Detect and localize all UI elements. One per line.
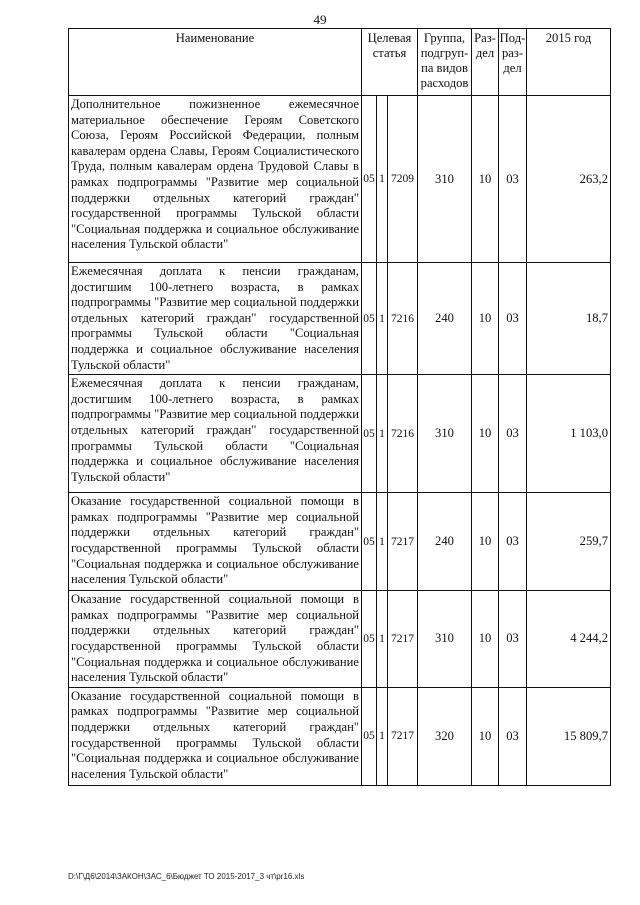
target-code-part1: 05 xyxy=(362,591,377,688)
budget-table xyxy=(68,28,611,786)
target-code-part3: 7216 xyxy=(388,375,418,493)
amount-2015: 263,2 xyxy=(527,96,611,263)
amount-2015: 18,7 xyxy=(527,263,611,375)
expense-group: 310 xyxy=(418,96,472,263)
podrazdel-code: 03 xyxy=(499,493,527,591)
target-code-part2: 1 xyxy=(377,96,388,263)
razdel-code: 10 xyxy=(472,591,499,688)
expense-group: 310 xyxy=(418,375,472,493)
header-row xyxy=(69,29,611,96)
razdel-code: 10 xyxy=(472,687,499,785)
target-code-part1: 05 xyxy=(362,687,377,785)
podrazdel-code: 03 xyxy=(499,591,527,688)
table-row xyxy=(69,263,611,375)
table-row xyxy=(69,493,611,591)
header-podrazdel: Под-раз-дел xyxy=(499,29,527,96)
razdel-code: 10 xyxy=(472,263,499,375)
expense-group: 310 xyxy=(418,591,472,688)
row-name: Ежемесячная доплата к пенсии гражданам, достигшим 100-летнего возраста, в рамках подпрограммы "Развитие мер социальной поддержки отдельных категорий граждан" государственной программы Тульской области "Социальная поддержка и социальное обслуживание населения Тульской области" xyxy=(69,375,362,493)
razdel-code: 10 xyxy=(472,96,499,263)
target-code-part3: 7217 xyxy=(388,493,418,591)
target-code-part2: 1 xyxy=(377,591,388,688)
table-row xyxy=(69,96,611,263)
table-row xyxy=(69,375,611,493)
header-name: Наименование xyxy=(69,29,362,96)
razdel-code: 10 xyxy=(472,375,499,493)
target-code-part1: 05 xyxy=(362,96,377,263)
amount-2015: 259,7 xyxy=(527,493,611,591)
target-code-part1: 05 xyxy=(362,493,377,591)
row-name: Оказание государственной социальной помощи в рамках подпрограммы "Развитие мер социальной поддержки отдельных категорий граждан" государственной программы Тульской области "Социальная поддержка и социальное обслуживание населения Тульской области" xyxy=(69,591,362,688)
target-code-part2: 1 xyxy=(377,375,388,493)
header-target: Целевая статья xyxy=(362,29,418,96)
target-code-part3: 7209 xyxy=(388,96,418,263)
expense-group: 240 xyxy=(418,493,472,591)
target-code-part3: 7217 xyxy=(388,591,418,688)
file-path-footer: D:\Г\Д6\2014\ЗАКОН\ЗАС_6\Бюджет ТО 2015-2017_3 чт\pr16.xls xyxy=(68,872,305,881)
target-code-part1: 05 xyxy=(362,375,377,493)
podrazdel-code: 03 xyxy=(499,687,527,785)
row-name: Оказание государственной социальной помощи в рамках подпрограммы "Развитие мер социальной поддержки отдельных категорий граждан" государственной программы Тульской области "Социальная поддержка и социальное обслуживание населения Тульской области" xyxy=(69,687,362,785)
table-row xyxy=(69,687,611,785)
row-name: Оказание государственной социальной помощи в рамках подпрограммы "Развитие мер социальной поддержки отдельных категорий граждан" государственной программы Тульской области "Социальная поддержка и социальное обслуживание населения Тульской области" xyxy=(69,493,362,591)
amount-2015: 1 103,0 xyxy=(527,375,611,493)
target-code-part2: 1 xyxy=(377,263,388,375)
target-code-part3: 7216 xyxy=(388,263,418,375)
expense-group: 240 xyxy=(418,263,472,375)
amount-2015: 4 244,2 xyxy=(527,591,611,688)
row-name: Ежемесячная доплата к пенсии гражданам, достигшим 100-летнего возраста, в рамках подпрограммы "Развитие мер социальной поддержки отдельных категорий граждан" государственной программы Тульской области "Социальная поддержка и социальное обслуживание населения Тульской области" xyxy=(69,263,362,375)
amount-2015: 15 809,7 xyxy=(527,687,611,785)
target-code-part3: 7217 xyxy=(388,687,418,785)
target-code-part2: 1 xyxy=(377,687,388,785)
table-row xyxy=(69,591,611,688)
page-number: 49 xyxy=(313,12,327,27)
podrazdel-code: 03 xyxy=(499,96,527,263)
podrazdel-code: 03 xyxy=(499,375,527,493)
expense-group: 320 xyxy=(418,687,472,785)
target-code-part2: 1 xyxy=(377,493,388,591)
header-group: Группа, подгруп-па видов расходов xyxy=(418,29,472,96)
razdel-code: 10 xyxy=(472,493,499,591)
podrazdel-code: 03 xyxy=(499,263,527,375)
header-year: 2015 год xyxy=(527,29,611,96)
target-code-part1: 05 xyxy=(362,263,377,375)
row-name: Дополнительное пожизненное ежемесячное материальное обеспечение Героям Советского Союза, Героям Российской Федерации, полным кавалерам ордена Славы, Героям Социалистического Труда, полным кавалерам ордена Трудовой Славы в рамках подпрограммы "Развитие мер социальной поддержки отдельных категорий граждан" государственной программы Тульской области "Социальная поддержка и социальное обслуживание населения Тульской области" xyxy=(69,96,362,263)
header-razdel: Раз-дел xyxy=(472,29,499,96)
